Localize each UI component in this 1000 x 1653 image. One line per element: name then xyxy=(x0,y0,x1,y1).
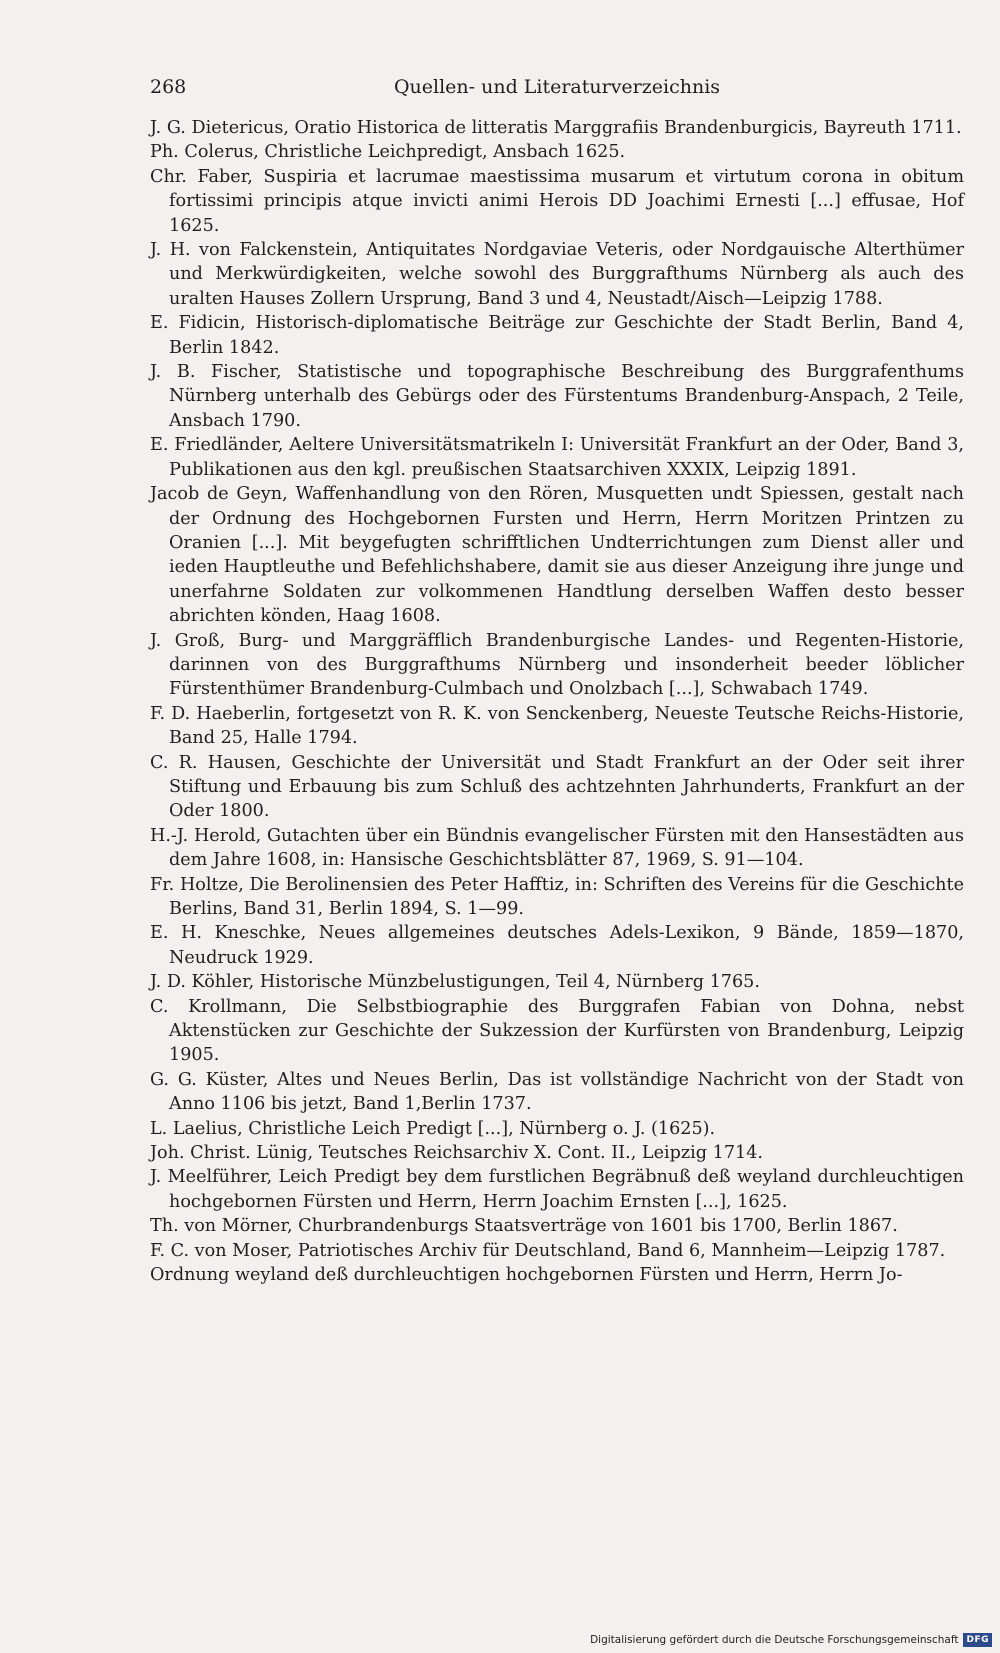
footer-credit xyxy=(590,1632,992,1648)
bibliography-entry: J. Meelführer, Leich Predigt bey dem furstlichen Begräbnuß deß weyland durchleuchtigen hochgebornen Fürsten und Herrn, Herrn Joachim Ernsten [...], 1625. xyxy=(150,1167,964,1212)
bibliography-entry: E. H. Kneschke, Neues allgemeines deutsches Adels-Lexikon, 9 Bände, 1859—1870, Neudruck 1929. xyxy=(150,923,964,968)
bibliography-entry: Ordnung weyland deß durchleuchtigen hochgebornen Fürsten und Herrn, Herrn Jo- xyxy=(150,1265,903,1286)
bibliography-entry: J. G. Dietericus, Oratio Historica de litteratis Marggrafiis Brandenburgicis, Bayreuth 1711. xyxy=(150,118,962,138)
bibliography-entry: J. Groß, Burg- und Marggräfflich Brandenburgische Landes- und Regenten-Historie, darinnen von des Burggrafthums Nürnberg und insonderheit beeder löblicher Fürstenthümer Brandenburg-Culmbach und Onolzbach [...], Schwabach 1749. xyxy=(150,630,964,700)
dfg-logo: DFG xyxy=(963,1633,992,1647)
page-title: Quellen- und Literaturverzeichnis xyxy=(393,76,721,98)
bibliography-entry: H.-J. Herold, Gutachten über ein Bündnis evangelischer Fürsten mit den Hansestädten aus dem Jahre 1608, in: Hansische Geschichtsblätter 87, 1969, S. 91—104. xyxy=(150,825,964,871)
bibliography-entry: F. D. Haeberlin, fortgesetzt von R. K. von Senckenberg, Neueste Teutsche Reichs-Historie, Band 25, Halle 1794. xyxy=(150,703,964,749)
page-header xyxy=(150,76,964,106)
bibliography-entry: L. Laelius, Christliche Leich Predigt [...], Nürnberg o. J. (1625). xyxy=(150,1118,716,1139)
bibliography-entry: G. G. Küster, Altes und Neues Berlin, Das ist vollständige Nachricht von der Stadt von Anno 1106 bis jetzt, Band 1,Berlin 1737. xyxy=(150,1069,964,1115)
bibliography-entry: J. D. Köhler, Historische Münzbelustigungen, Teil 4, Nürnberg 1765. xyxy=(150,972,760,993)
bibliography-entry: Ph. Colerus, Christliche Leichpredigt, Ansbach 1625. xyxy=(150,142,626,163)
bibliography-entry: C. Krollmann, Die Selbstbiographie des Burggrafen Fabian von Dohna, nebst Aktenstücken zur Geschichte der Sukzession der Kurfürsten von Brandenburg, Leipzig 1905. xyxy=(150,996,964,1066)
bibliography-entry: J. H. von Falckenstein, Antiquitates Nordgaviae Veteris, oder Nordgauische Alterthümer und Merkwürdigkeiten, welche sowohl des Burggrafthums Nürnberg als auch des uralten Hauses Zollern Ursprung, Band 3 und 4, Neustadt/Aisch—Leipzig 1788. xyxy=(150,240,964,309)
bibliography-entry: Jacob de Geyn, Waffenhandlung von den Rören, Musquetten undt Spiessen, gestalt nach der Ordnung des Hochgebornen Fursten und Herrn, Herrn Moritzen Printzen zu Oranien [...]. Mit beygefugten schrifftlichen Undterrichtungen zum Dienst aller und ieden Hauptleuthe und Befehlichshabere, damit sie aus dieser Anzeigung ihre junge und unerfahrne Soldaten zur volkommenen Handtlung derselben Waffen desto besser abrichten könden, Haag 1608. xyxy=(150,484,964,627)
bibliography-entry: E. Fidicin, Historisch-diplomatische Beiträge zur Geschichte der Stadt Berlin, Band 4, Berlin 1842. xyxy=(150,313,964,358)
page-number: 268 xyxy=(150,76,187,98)
bibliography-entry: Th. von Mörner, Churbrandenburgs Staatsverträge von 1601 bis 1700, Berlin 1867. xyxy=(150,1216,898,1237)
bibliography-list xyxy=(150,116,964,1288)
bibliography-entry: J. B. Fischer, Statistische und topographische Beschreibung des Burggrafenthums Nürnberg unterhalb des Gebürgs oder des Fürstentums Brandenburg-Anspach, 2 Teile, Ansbach 1790. xyxy=(150,362,964,431)
bibliography-entry: E. Friedländer, Aeltere Universitätsmatrikeln I: Universität Frankfurt an der Oder, Band 3, Publikationen aus den kgl. preußischen Staatsarchiven XXXIX, Leipzig 1891. xyxy=(150,435,964,480)
footer-text: Digitalisierung gefördert durch die Deutsche Forschungsgemeinschaft xyxy=(590,1634,959,1646)
bibliography-entry: Joh. Christ. Lünig, Teutsches Reichsarchiv X. Cont. II., Leipzig 1714. xyxy=(150,1143,763,1164)
bibliography-entry: C. R. Hausen, Geschichte der Universität und Stadt Frankfurt an der Oder seit ihrer Stiftung und Erbauung bis zum Schluß des achtzehnten Jahrhunderts, Frankfurt an der Oder 1800. xyxy=(150,752,964,822)
bibliography-entry: Chr. Faber, Suspiria et lacrumae maestissima musarum et virtutum corona in obitum fortissimi principis atque invicti animi Herois DD Joachimi Ernesti [...] effusae, Hof 1625. xyxy=(150,166,964,236)
bibliography-entry: F. C. von Moser, Patriotisches Archiv für Deutschland, Band 6, Mannheim—Leipzig 1787. xyxy=(150,1240,946,1261)
bibliography-entry: Fr. Holtze, Die Berolinensien des Peter Hafftiz, in: Schriften des Vereins für die Geschichte Berlins, Band 31, Berlin 1894, S. 1—99. xyxy=(150,874,964,919)
